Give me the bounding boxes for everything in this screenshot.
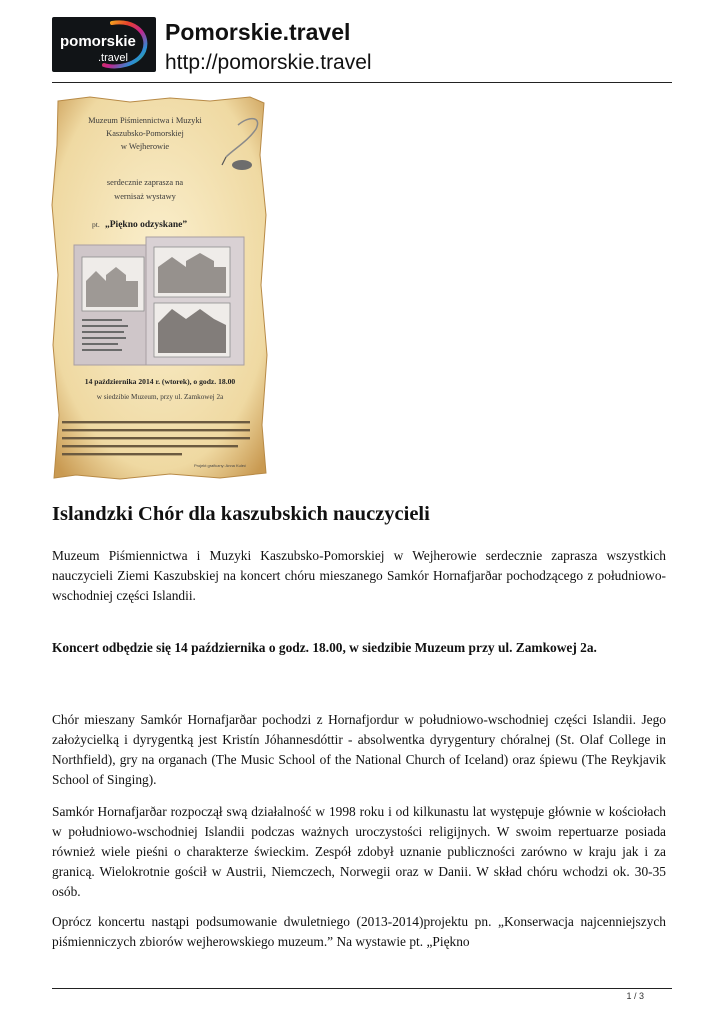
poster-line-4: serdecznie zaprasza na	[106, 178, 184, 187]
article-paragraph-3: Chór mieszany Samkór Hornafjarðar pochodzi z Hornafjordur w południowo-wschodniej części Islandii. Jego założycielką i dyrygentką jest Kristín Jóhannesdóttir - absolwentka dyrygentury chóralnej (St. Olaf College in Northfield), gry na organach (The Music School of the National Church of Iceland) oraz śpiewu (The Reykjavik School of Singing).	[52, 712, 666, 787]
article-paragraph-5: Oprócz koncertu nastąpi podsumowanie dwuletniego (2013-2014)projektu pn. „Konserwacja najcenniejszych piśmienniczych zbiorów wejherowskiego muzeum.” Na wystawie pt. „Piękno	[52, 914, 666, 949]
page-header	[52, 17, 672, 83]
logo-graphic	[52, 17, 156, 72]
footer-divider	[52, 988, 672, 989]
poster-credit: Projekt graficzny: Anna Kuleć	[193, 463, 247, 468]
article-paragraph-highlight: Koncert odbędzie się 14 października o godz. 18.00, w siedzibie Muzeum przy ul. Zamkowej 2a.	[52, 640, 597, 655]
poster-line-3: w Wejherowie	[120, 142, 170, 151]
header-divider	[52, 82, 672, 83]
poster-line-5: wernisaż wystawy	[114, 192, 176, 201]
page-number: 1 / 3	[626, 991, 644, 1001]
poster-line-1: Muzeum Piśmiennictwa i Muzyki	[88, 116, 202, 125]
logo-text-sub: .travel	[98, 52, 128, 64]
event-poster-image	[50, 95, 270, 480]
site-name: Pomorskie.travel	[165, 19, 351, 45]
article-paragraph-4: Samkór Hornafjarðar rozpoczął swą działalność w 1998 roku i od kilkunastu lat występuje głównie w kościołach w południowo-wschodniej Islandii podczas ważnych uroczystości religijnych. W swoim repertuarze posiada również wiele pieśni o charakterze świeckim. Zespół zdobył uznanie publiczności zarówno w kraju jak i za granicą. Wielokrotnie gościł w Austrii, Niemczech, Norwegii oraz w Danii. W skład chóru wchodzi ok. 30-35 osób.	[52, 804, 666, 899]
logo-text-main: pomorskie	[60, 33, 136, 50]
site-url-link[interactable]: http://pomorskie.travel	[165, 51, 372, 74]
poster-line-2: Kaszubsko-Pomorskiej	[106, 129, 184, 138]
poster-place-line: w siedzibie Muzeum, przy ul. Zamkowej 2a	[96, 393, 224, 401]
poster-prefix: pt.	[92, 220, 100, 229]
poster-exhibition-title: „Piękno odzyskane”	[105, 220, 188, 230]
article-paragraph-1: Muzeum Piśmiennictwa i Muzyki Kaszubsko-Pomorskiej w Wejherowie serdecznie zaprasza wszystkich nauczycieli Ziemi Kaszubskiej na koncert chóru mieszanego Samkór Hornafjarðar pochodzącego z południowo-wschodniej części Islandii.	[52, 548, 666, 603]
pomorskie-logo[interactable]	[52, 17, 156, 72]
article-title: Islandzki Chór dla kaszubskich nauczycieli	[52, 503, 430, 525]
poster-date-line: 14 października 2014 r. (wtorek), o godz. 18.00	[84, 377, 236, 386]
